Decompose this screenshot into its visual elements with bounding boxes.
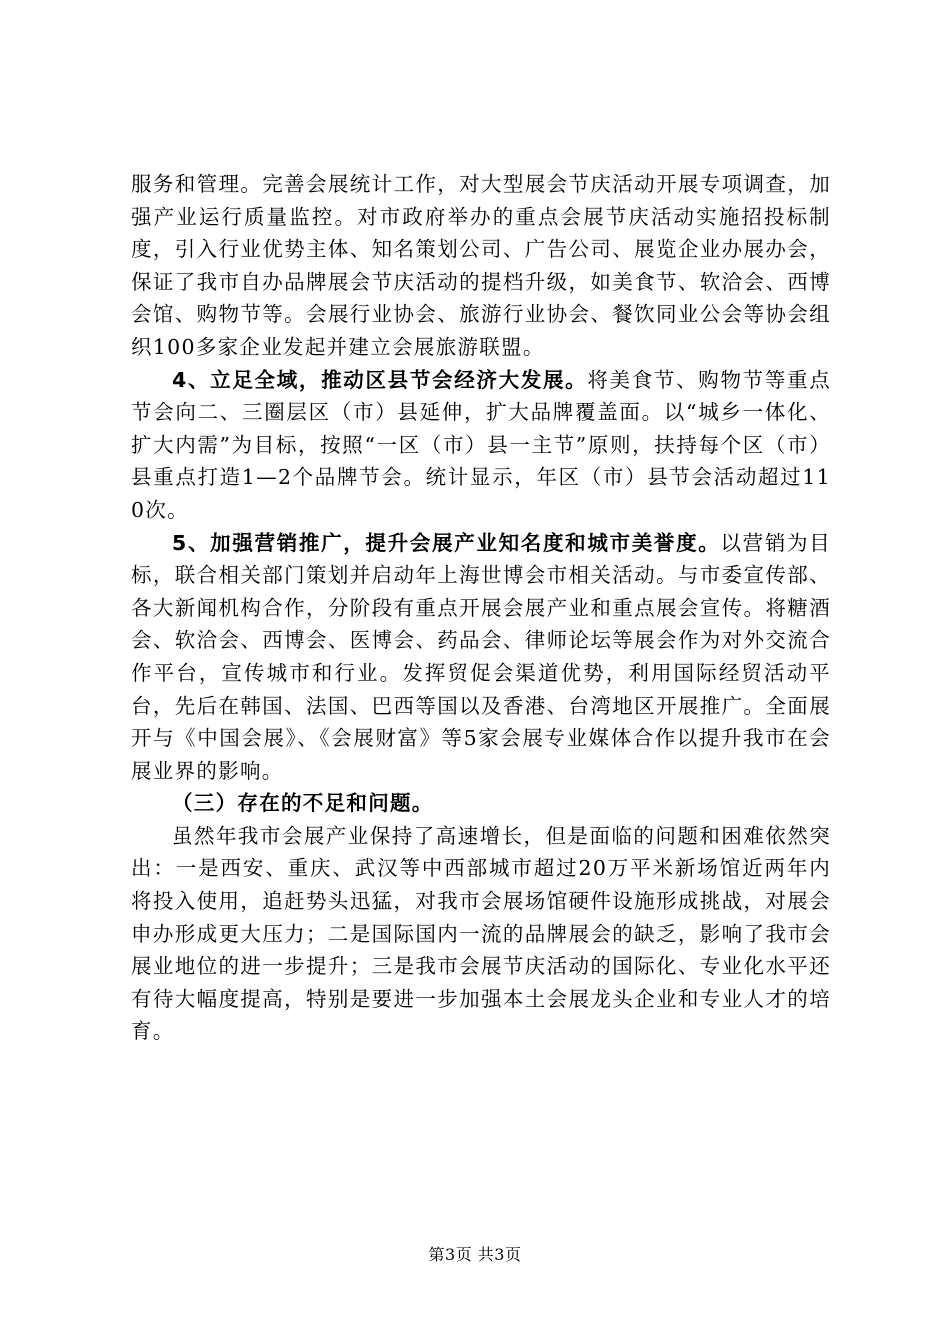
paragraph-lead: 5、加强营销推广，提升会展产业知名度和城市美誉度。 [172, 530, 721, 555]
section-heading: （三）存在的不足和问题。 [172, 791, 434, 816]
paragraph-lead: 4、立足全域，推动区县节会经济大发展。 [172, 367, 588, 392]
paragraph-services [131, 168, 831, 364]
paragraph-text: 服务和管理。完善会展统计工作，对大型展会节庆活动开展专项调查，加强产业运行质量监控。对市政府举办的重点会展节庆活动实施招投标制度，引入行业优势主体、知名策划公司、广告公司、展览企业办展办会，保证了我市自办品牌展会节庆活动的提档升级，如美食节、软洽会、西博会馆、购物节等。会展行业协会、旅游行业协会、餐饮同业公会等协会组织100多家企业发起并建立会展旅游联盟。 [131, 172, 831, 359]
document-body [131, 168, 831, 1048]
paragraph-item-4 [131, 364, 831, 527]
paragraph-text: 虽然年我市会展产业保持了高速增长，但是面临的问题和困难依然突出：一是西安、重庆、武汉等中西部城市超过20万平米新场馆近两年内将投入使用，追赶势头迅猛，对我市会展场馆硬件设施形成挑战，对展会申办形成更大压力；二是国际国内一流的品牌展会的缺乏，影响了我市会展业地位的进一步提升；三是我市会展节庆活动的国际化、专业化水平还有待大幅度提高，特别是要进一步加强本土会展龙头企业和专业人才的培育。 [131, 823, 831, 1044]
section-heading-issues [131, 787, 831, 820]
page-number: 第3页 共3页 [428, 1245, 522, 1264]
page-footer [0, 1242, 950, 1265]
paragraph-item-5 [131, 527, 831, 788]
paragraph-issues [131, 820, 831, 1048]
paragraph-text: 将美食节、购物节等重点节会向二、三圈层区（市）县延伸，扩大品牌覆盖面。以“城乡一体化、扩大内需”为目标，按照“一区（市）县一主节”原则，扶持每个区（市）县重点打造1—2个品牌节会。统计显示，年区（市）县节会活动超过110次。 [131, 367, 831, 522]
paragraph-text: 以营销为目标，联合相关部门策划并启动年上海世博会市相关活动。与市委宣传部、各大新闻机构合作，分阶段有重点开展会展产业和重点展会宣传。将糖酒会、软洽会、西博会、医博会、药品会、律师论坛等展会作为对外交流合作平台，宣传城市和行业。发挥贸促会渠道优势，利用国际经贸活动平台，先后在韩国、法国、巴西等国以及香港、台湾地区开展推广。全面展开与《中国会展》、《会展财富》等5家会展专业媒体合作以提升我市在会展业界的影响。 [131, 530, 832, 783]
